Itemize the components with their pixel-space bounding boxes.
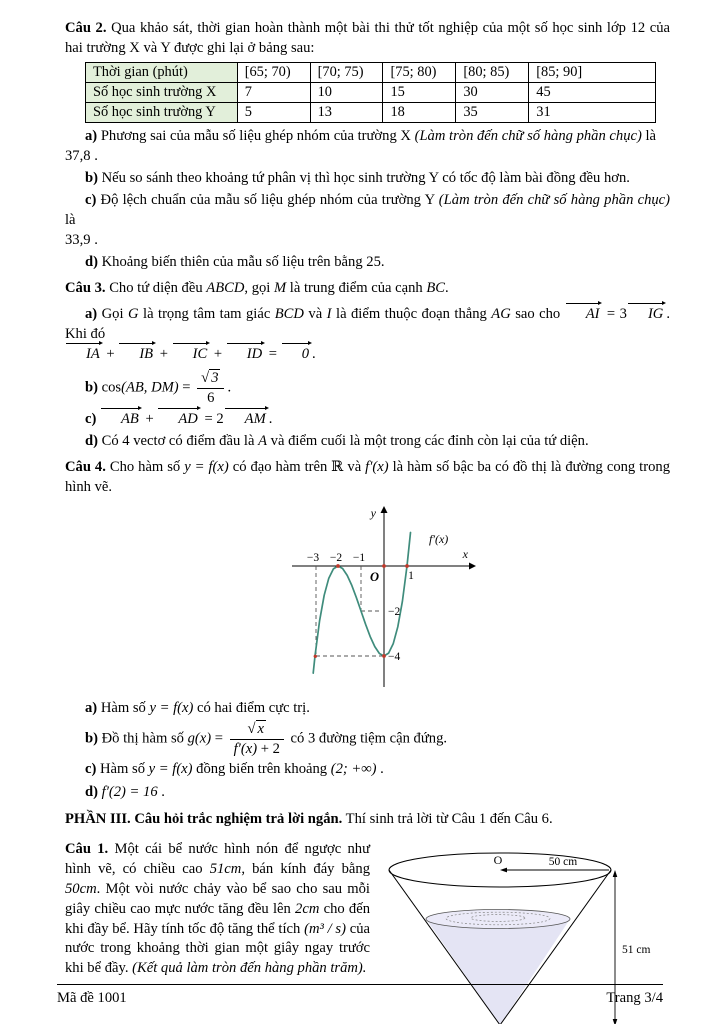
q2-option-b: b) Nếu so sánh theo khoảng tứ phân vị thì học sinh trường Y có tốc độ làm bài đồng đều hơn.: [85, 169, 630, 186]
q3-option-c: c) AB + AD = 2 AM .: [65, 410, 670, 430]
table-row: [86, 102, 656, 122]
y-axis-arrow: [380, 506, 387, 513]
table-cell: 45: [529, 82, 656, 102]
y-tick-minus2: −2: [387, 606, 400, 619]
x-tick-minus3: −3: [306, 552, 319, 565]
q2-option-c: c) Độ lệch chuẩn của mẫu số liệu ghép nhóm của trường Y (Làm tròn đến chữ số hàng phần chục) là 33,9 .: [65, 192, 670, 248]
x-tick-minus1: −1: [352, 552, 365, 565]
y-tick-minus4: −4: [387, 651, 400, 664]
q4-option-d: d) f′(2) = 16 .: [85, 783, 165, 800]
part3-heading: PHẦN III. Câu hỏi trắc nghiệm trả lời ngắn. Thí sinh trả lời từ Câu 1 đến Câu 6.: [65, 811, 553, 828]
x-tick-1: 1: [407, 570, 414, 583]
x-tick-minus2: −2: [329, 552, 342, 565]
p3q1-text: Câu 1. Một cái bể nước hình nón để ngược như hình vẽ, có chiều cao 51cm, bán kính đáy bằng 50cm. Một vòi nước chảy vào bể sao cho sau mỗi giây chiều cao mực nước tăng đều lên 2cm cho đến khi đầy bể. Hãy tính tốc độ tăng thể tích (m³ / s) của nước trong khoảng thời gian một giây ngay trước khi bể đầy. (Kết quả làm tròn đến hàng phần trăm).: [65, 841, 371, 977]
page-number: Trang 3/4: [606, 990, 663, 1006]
x-axis-label: x: [462, 547, 468, 562]
table-cell: [75; 80): [383, 62, 456, 82]
page-footer: [57, 984, 663, 1009]
q3-option-b: b) cos(AB, DM) = $\frac{√ 3}{6}$ .: [85, 370, 232, 407]
table-cell: 30: [456, 82, 529, 102]
table-cell: [65; 70): [237, 62, 310, 82]
y-axis-label: y: [370, 506, 376, 521]
table-cell: [70; 75): [310, 62, 383, 82]
table-cell: 10: [310, 82, 383, 102]
curve-label: f′(x): [428, 532, 448, 547]
q2-frequency-table: [85, 62, 656, 123]
table-cell: [85; 90]: [529, 62, 656, 82]
table-cell: 13: [310, 102, 383, 122]
q4-option-a: a) Hàm số y = f(x) có hai điểm cực trị.: [85, 699, 310, 716]
table-cell: Thời gian (phút): [86, 62, 238, 82]
table-cell: 5: [237, 102, 310, 122]
height-measure-label: 51 cm: [622, 944, 651, 957]
radius-arrowhead: [500, 868, 507, 873]
q2-option-a: a) Phương sai của mẫu số liệu ghép nhóm của trường X (Làm tròn đến chữ số hàng phần chục) là 37,8 .: [65, 127, 657, 164]
table-row: [86, 62, 656, 82]
height-arrow-top: [613, 870, 618, 877]
q3-option-d: d) Có 4 vectơ có điểm đầu là A và điểm cuối là một trong các đỉnh còn lại của tứ diện.: [85, 432, 589, 449]
q4-option-b: b) Đồ thị hàm số g(x) = $\frac{√ x}{f'(x) + 2}$ có 3 đường tiệm cận đứng.: [85, 721, 448, 757]
table-cell: Số học sinh trường Y: [86, 102, 238, 122]
height-arrow-bottom: [613, 1019, 618, 1024]
q3-heading: Câu 3. Cho tứ diện đều ABCD, gọi M là trung điểm của cạnh BC.: [65, 280, 449, 297]
radius-measure-label: 50 cm: [548, 856, 578, 869]
table-cell: 15: [383, 82, 456, 102]
table-row: [86, 82, 656, 102]
table-cell: 31: [529, 102, 656, 122]
origin-label: O: [369, 570, 379, 585]
table-cell: [80; 85): [456, 62, 529, 82]
cone-center-label: O: [493, 853, 503, 868]
q2-option-d: d) Khoảng biến thiên của mẫu số liệu trên bằng 25.: [85, 254, 385, 271]
q4-option-c: c) Hàm số y = f(x) đồng biến trên khoảng (2; +∞) .: [85, 761, 384, 778]
fprime-graph: [282, 501, 482, 689]
fprime-graph-figure: [65, 501, 670, 696]
x-axis-arrow: [469, 563, 476, 570]
table-cell: Số học sinh trường X: [86, 82, 238, 102]
table-cell: 18: [383, 102, 456, 122]
q4-heading: Câu 4. Cho hàm số y = f(x) có đạo hàm trên ℝ và f′(x) là hàm số bậc ba có đồ thị là đường cong trong hình vẽ.: [65, 458, 670, 495]
exam-code: Mã đề 1001: [57, 990, 127, 1006]
table-cell: 35: [456, 102, 529, 122]
water-surface: [426, 910, 570, 929]
q2-heading: Câu 2. Qua khảo sát, thời gian hoàn thành một bài thi thử tốt nghiệp của một số học sinh lớp 12 của hai trường X và Y được ghi lại ở bảng sau:: [65, 20, 670, 56]
q3-option-a: a) Gọi G là trọng tâm tam giác BCD và I là điểm thuộc đoạn thẳng AG sao cho AI = 3 IG . Khi đó IA + IB + IC + ID = 0 .: [65, 305, 670, 365]
table-cell: 7: [237, 82, 310, 102]
